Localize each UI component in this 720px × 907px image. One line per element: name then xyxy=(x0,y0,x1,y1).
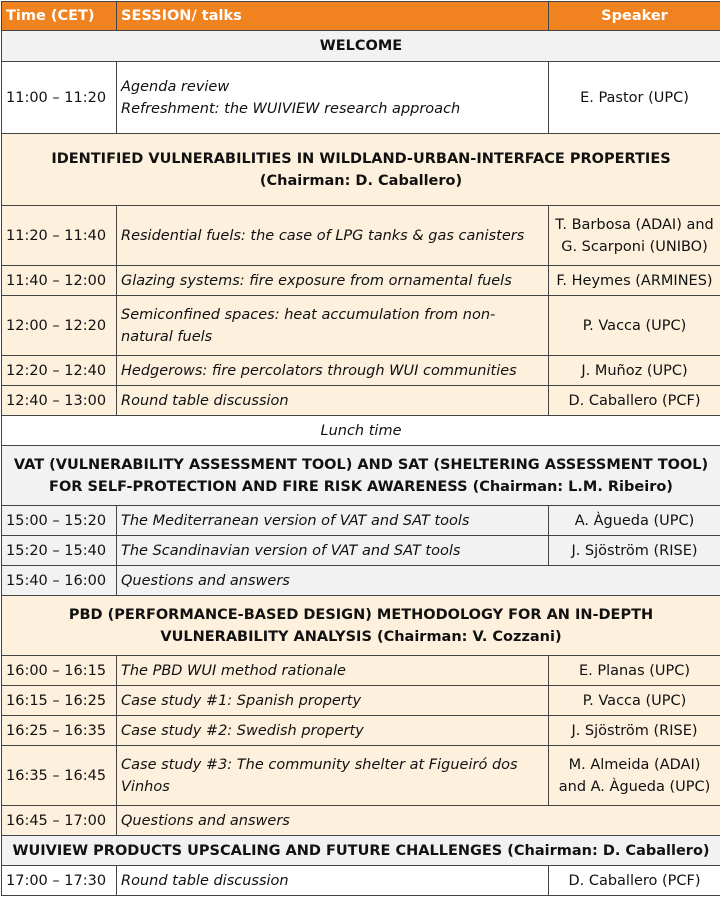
agenda-row xyxy=(2,266,720,296)
session-heading-row xyxy=(2,31,720,62)
text-line: The PBD WUI method rationale xyxy=(121,660,544,682)
text-line: (Chairman: D. Caballero) xyxy=(6,170,716,192)
agenda-row xyxy=(2,296,720,356)
talk-title xyxy=(117,716,549,746)
text-line: Glazing systems: fire exposure from ornamental fuels xyxy=(121,270,544,292)
time-slot: 16:45 – 17:00 xyxy=(2,806,117,836)
session-title xyxy=(2,446,720,506)
text-line: Hedgerows: fire percolators through WUI communities xyxy=(121,360,544,382)
time-slot: 11:20 – 11:40 xyxy=(2,206,117,266)
text-line: Agenda review xyxy=(121,76,544,98)
text-line: Round table discussion xyxy=(121,390,544,412)
speaker-name xyxy=(549,266,720,296)
time-slot: 15:40 – 16:00 xyxy=(2,566,117,596)
text-line: P. Vacca (UPC) xyxy=(553,690,716,712)
time-slot: 16:15 – 16:25 xyxy=(2,686,117,716)
session-title xyxy=(2,596,720,656)
agenda-row xyxy=(2,806,720,836)
session-heading-row xyxy=(2,446,720,506)
speaker-name xyxy=(549,356,720,386)
talk-title xyxy=(117,296,549,356)
session-title xyxy=(2,31,720,62)
time-slot: 16:00 – 16:15 xyxy=(2,656,117,686)
text-line: Lunch time xyxy=(6,420,716,442)
speaker-column-header: Speaker xyxy=(549,2,720,31)
text-line: Questions and answers xyxy=(121,570,716,592)
text-line: E. Planas (UPC) xyxy=(553,660,716,682)
text-line: Case study #1: Spanish property xyxy=(121,690,544,712)
agenda-row xyxy=(2,566,720,596)
agenda-row xyxy=(2,866,720,896)
time-slot: 15:00 – 15:20 xyxy=(2,506,117,536)
agenda-table xyxy=(1,1,720,896)
text-line: P. Vacca (UPC) xyxy=(553,315,716,337)
time-slot: 12:00 – 12:20 xyxy=(2,296,117,356)
time-slot: 16:35 – 16:45 xyxy=(2,746,117,806)
text-line: Residential fuels: the case of LPG tanks & gas canisters xyxy=(121,225,544,247)
text-line: D. Caballero (PCF) xyxy=(553,390,716,412)
speaker-name xyxy=(549,296,720,356)
session-column-header: SESSION/ talks xyxy=(117,2,549,31)
speaker-name xyxy=(549,656,720,686)
speaker-name xyxy=(549,866,720,896)
agenda-row xyxy=(2,656,720,686)
talk-title xyxy=(117,656,549,686)
text-line: Questions and answers xyxy=(121,810,716,832)
talk-title xyxy=(117,806,720,836)
agenda-body xyxy=(2,31,720,896)
time-slot: 15:20 – 15:40 xyxy=(2,536,117,566)
talk-title xyxy=(117,206,549,266)
text-line: Case study #2: Swedish property xyxy=(121,720,544,742)
talk-title xyxy=(117,686,549,716)
text-line: and A. Àgueda (UPC) xyxy=(553,776,716,798)
talk-title xyxy=(117,506,549,536)
header-row xyxy=(2,2,720,31)
text-line: D. Caballero (PCF) xyxy=(553,870,716,892)
agenda-row xyxy=(2,206,720,266)
speaker-name xyxy=(549,62,720,134)
text-line: The Mediterranean version of VAT and SAT tools xyxy=(121,510,544,532)
text-line: WUIVIEW PRODUCTS UPSCALING AND FUTURE CHALLENGES (Chairman: D. Caballero) xyxy=(6,840,716,862)
session-title xyxy=(2,134,720,206)
talk-title xyxy=(117,356,549,386)
text-line: T. Barbosa (ADAI) and xyxy=(553,214,716,236)
text-line: IDENTIFIED VULNERABILITIES IN WILDLAND-URBAN-INTERFACE PROPERTIES xyxy=(6,148,716,170)
text-line: J. Muñoz (UPC) xyxy=(553,360,716,382)
speaker-name xyxy=(549,536,720,566)
talk-title xyxy=(117,566,720,596)
break-row xyxy=(2,416,720,446)
text-line: PBD (PERFORMANCE-BASED DESIGN) METHODOLOGY FOR AN IN-DEPTH VULNERABILITY ANALYSIS (Chairman: V. Cozzani) xyxy=(6,604,716,648)
speaker-name xyxy=(549,716,720,746)
agenda-row xyxy=(2,62,720,134)
speaker-name xyxy=(549,746,720,806)
text-line: M. Almeida (ADAI) xyxy=(553,754,716,776)
text-line: G. Scarponi (UNIBO) xyxy=(553,236,716,258)
agenda-row xyxy=(2,746,720,806)
time-slot: 16:25 – 16:35 xyxy=(2,716,117,746)
agenda-row xyxy=(2,386,720,416)
time-slot: 11:00 – 11:20 xyxy=(2,62,117,134)
talk-title xyxy=(117,62,549,134)
session-heading-row xyxy=(2,134,720,206)
text-line: J. Sjöström (RISE) xyxy=(553,720,716,742)
talk-title xyxy=(117,866,549,896)
text-line: The Scandinavian version of VAT and SAT tools xyxy=(121,540,544,562)
text-line: Case study #3: The community shelter at Figueiró dos Vinhos xyxy=(121,754,544,798)
time-slot: 11:40 – 12:00 xyxy=(2,266,117,296)
session-heading-row xyxy=(2,836,720,866)
agenda-row xyxy=(2,686,720,716)
time-column-header: Time (CET) xyxy=(2,2,117,31)
session-heading-row xyxy=(2,596,720,656)
speaker-name xyxy=(549,686,720,716)
text-line: Round table discussion xyxy=(121,870,544,892)
text-line: F. Heymes (ARMINES) xyxy=(553,270,716,292)
text-line: J. Sjöström (RISE) xyxy=(553,540,716,562)
time-slot: 17:00 – 17:30 xyxy=(2,866,117,896)
text-line: Refreshment: the WUIVIEW research approach xyxy=(121,98,544,120)
text-line: Semiconfined spaces: heat accumulation from non-natural fuels xyxy=(121,304,544,348)
agenda-row xyxy=(2,506,720,536)
text-line: E. Pastor (UPC) xyxy=(553,87,716,109)
text-line: VAT (VULNERABILITY ASSESSMENT TOOL) AND SAT (SHELTERING ASSESSMENT TOOL) FOR SELF-PROTECTION AND FIRE RISK AWARENESS (Chairman: L.M. Ribeiro) xyxy=(6,454,716,498)
time-slot: 12:20 – 12:40 xyxy=(2,356,117,386)
speaker-name xyxy=(549,506,720,536)
text-line: A. Àgueda (UPC) xyxy=(553,510,716,532)
speaker-name xyxy=(549,386,720,416)
time-slot: 12:40 – 13:00 xyxy=(2,386,117,416)
agenda-row xyxy=(2,536,720,566)
text-line: WELCOME xyxy=(6,35,716,57)
talk-title xyxy=(117,386,549,416)
talk-title xyxy=(117,746,549,806)
speaker-name xyxy=(549,206,720,266)
agenda-row xyxy=(2,356,720,386)
break-label xyxy=(2,416,720,446)
agenda-row xyxy=(2,716,720,746)
talk-title xyxy=(117,266,549,296)
session-title xyxy=(2,836,720,866)
talk-title xyxy=(117,536,549,566)
